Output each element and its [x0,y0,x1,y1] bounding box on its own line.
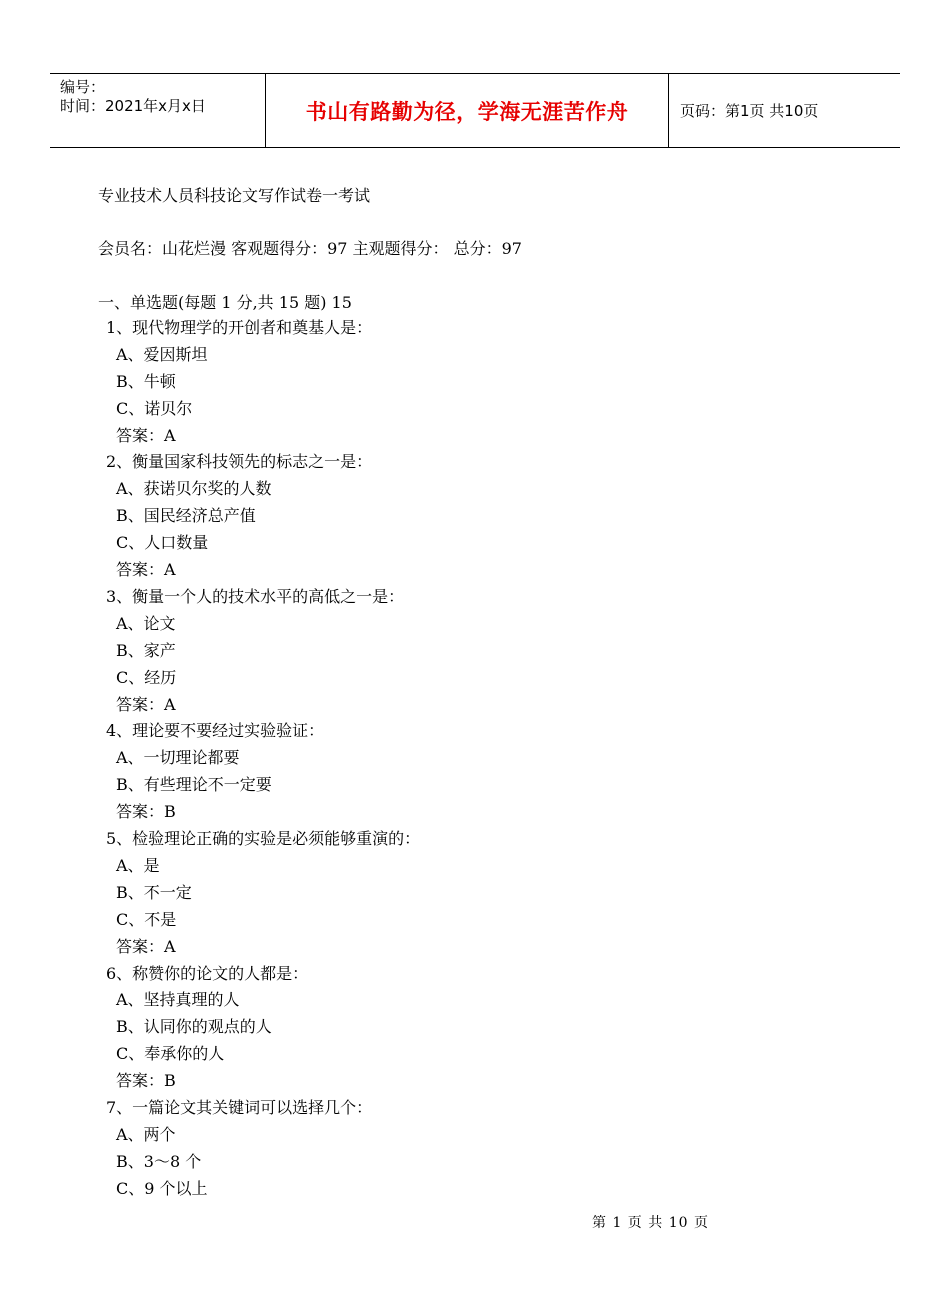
answer-text: 答案：B [116,802,176,821]
answer-text: 答案：A [116,695,176,714]
header-motto: 书山有路勤为径，学海无涯苦作舟 [266,74,669,147]
option-item: B、不一定 [116,883,192,902]
header-page-code: 页码：第1页 共10页 [680,102,819,120]
question-text: 7、一篇论文其关键词可以选择几个： [106,1098,373,1117]
option-item: A、论文 [116,614,176,633]
option-item: B、认同你的观点的人 [116,1017,272,1036]
question-text: 4、理论要不要经过实验验证： [106,721,325,740]
option-item: A、坚持真理的人 [116,990,240,1009]
option-item: A、一切理论都要 [116,748,240,767]
question-text: 1、现代物理学的开创者和奠基人是： [106,318,373,337]
option-item: B、国民经济总产值 [116,506,256,525]
option-item: B、3～8 个 [116,1152,202,1171]
option-item: A、获诺贝尔奖的人数 [116,479,272,498]
option-item: C、不是 [116,910,177,929]
option-item: C、诺贝尔 [116,399,193,418]
number-label: 编号： [60,78,106,96]
option-item: A、是 [116,856,160,875]
answer-text: 答案：A [116,937,176,956]
question-text: 3、衡量一个人的技术水平的高低之一是： [106,587,405,606]
option-item: C、人口数量 [116,533,209,552]
question-text: 2、衡量国家科技领先的标志之一是： [106,452,373,471]
section-heading: 一、单选题(每题 1 分,共 15 题) 15 [98,293,352,312]
answer-text: 答案：A [116,560,176,579]
header-meta [50,74,266,147]
option-item: A、爱因斯坦 [116,345,208,364]
page-footer: 第 1 页 共 10 页 [592,1215,709,1231]
member-score-line: 会员名：山花烂漫 客观题得分：97 主观题得分： 总分：97 [98,239,522,258]
page-header [50,73,900,148]
option-item: B、有些理论不一定要 [116,775,272,794]
option-item: A、两个 [116,1125,176,1144]
option-item: B、家产 [116,641,176,660]
option-item: B、牛顿 [116,372,176,391]
option-item: C、9 个以上 [116,1179,208,1198]
option-item: C、经历 [116,668,177,687]
question-text: 5、检验理论正确的实验是必须能够重演的： [106,829,421,848]
time-label: 时间：2021年x月x日 [60,97,206,115]
document-title: 专业技术人员科技论文写作试卷一考试 [98,186,371,205]
answer-text: 答案：B [116,1071,176,1090]
answer-text: 答案：A [116,426,176,445]
question-text: 6、称赞你的论文的人都是： [106,964,309,983]
option-item: C、奉承你的人 [116,1044,225,1063]
